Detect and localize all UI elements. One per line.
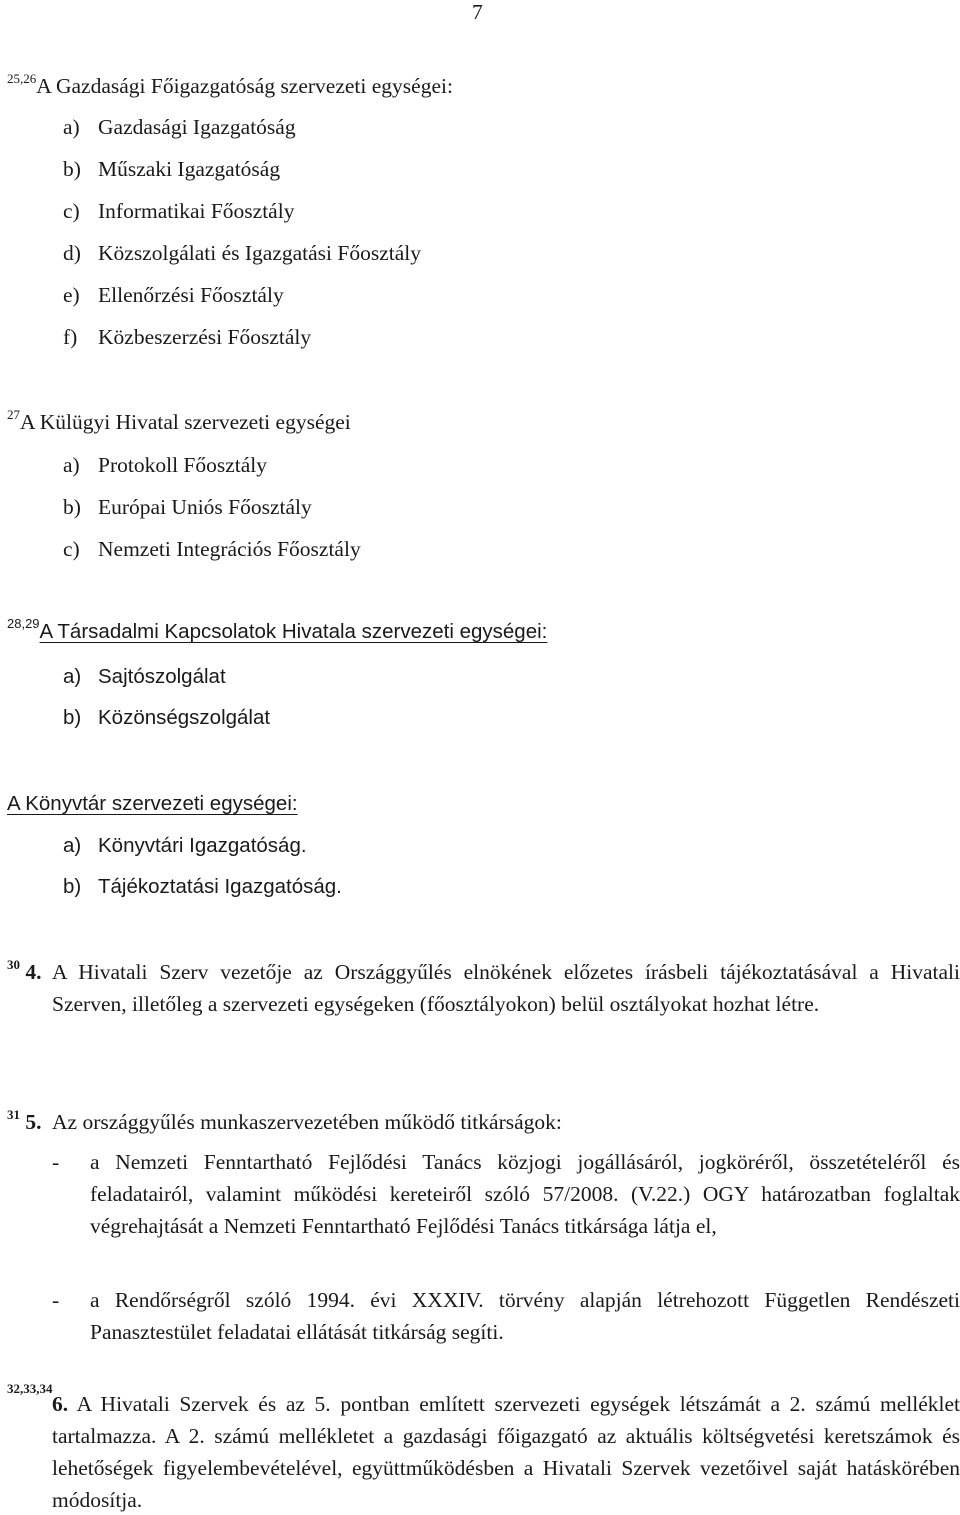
list-item: a) Sajtószolgálat bbox=[63, 665, 226, 688]
section-heading-tarsadalmi bbox=[7, 618, 547, 646]
section-heading-kulugyi bbox=[7, 408, 351, 436]
list-gazdasagi-units bbox=[63, 106, 421, 358]
section-title: A Könyvtár szervezeti egységei: bbox=[7, 792, 298, 815]
footnote-ref: 28,29 bbox=[7, 616, 40, 631]
section-title: A Társadalmi Kapcsolatok Hivatala szervezeti egységei: bbox=[39, 620, 548, 643]
footnote-ref: 30 bbox=[7, 957, 20, 972]
list-konyvtar-units bbox=[63, 825, 342, 907]
section-heading-konyvtar bbox=[7, 790, 298, 818]
footnote-ref: 27 bbox=[7, 407, 20, 422]
list-item: a) Protokoll Főosztály bbox=[63, 453, 268, 477]
paragraph-text: 6. A Hivatali Szervek és az 5. pontban említett szervezeti egységek létszámát a 2. számú melléklet tartalmazza. A 2. számú mellékletet a gazdasági főigazgató az aktuális költségvetési keretszámok és lehetőségek figyelembevételével, együttműködésben a Hivatali Szervek vezetőivel saját hatáskörében módosítja. bbox=[52, 1392, 960, 1512]
list-item: f) Közbeszerzési Főosztály bbox=[63, 325, 312, 349]
list-item: a) Gazdasági Igazgatóság bbox=[63, 115, 296, 139]
paragraph-lead: Az országgyűlés munkaszervezetében működő titkárságok: bbox=[52, 1110, 562, 1134]
footnote-ref: 32,33,34 bbox=[7, 1381, 53, 1396]
paragraph-text: A Hivatali Szerv vezetője az Országgyűlés elnökének előzetes írásbeli tájékoztatásával a Hivatali Szerven, illetőleg a szervezeti egységeken (főosztályokon) belül osztályokat hozhat létre. bbox=[52, 960, 960, 1016]
section-title: A Külügyi Hivatal szervezeti egységei bbox=[20, 410, 351, 434]
list-kulugyi-units bbox=[63, 444, 361, 570]
list-item: b) Tájékoztatási Igazgatóság. bbox=[63, 875, 342, 898]
document-page: 7 $^{25,26}$A Gazdasági Főigazgatóság szervezeti egységei: a) Gazdasági Igazgatóság b) Műszaki Igazgatóság c) Informatikai Főosztály d) Közszolgálati és Igazgatási Főosztály e) Ellenőrzési Főosztály f) Közbeszerzési Főosztály $^{27}$A Külügyi Hivatal szervezeti egységei a) Protokoll Főosztály b) Európai Uniós Főosztály c) Nemzeti Integrációs Főosztály $^{28,29}$A Társadalmi Kapcsolatok Hivatala szervezeti egységei: a) Sajtószolgálat b) Közönségszolgálat A Könyvtár szervezeti egységei: a) Könyvtári Igazgatóság. b) Tájékoztatási Igazgatóság. $^{30}$ 4. A Hivatali Szerv vezetője az Országgyűlés elnökének előzetes írásbeli tájékoztatásával a Hivatali Szerven, illetőleg a szervezeti egységeken (főosztályokon) belül osztályokat hozhat létre. $^{31}$ 5. Az országgyűlés munkaszervezetében működő titkárságok: - a Nemzeti Fenntartható Fejlődési Tanács közjogi jogállásáról, jogköréről, összetételéről és feladatairól, valamint működési kereteiről szóló 57/2008. (V.22.) OGY határozatban foglaltak végrehajtását a Nemzeti Fenntartható Fejlődési Tanács titkársága látja el, - a Rendőrségről szóló 1994. évi XXXIV. törvény alapján létrehozott Független Rendészeti Panasztestület feladatai ellátását titkárság segíti. $^{32,33,34}$ 6. A Hivatali Szervek és az 5. pontban említett szervezeti egységek létszámát a 2. számú melléklet tartalmazza. A 2. számú mellékletet a gazdasági főigazgató az aktuális költségvetési keretszámok és lehetőségek figyelembevételével, együttműködésben a Hivatali Szervek vezetőivel saját hatáskörében módosítja. bbox=[0, 0, 960, 1515]
paragraph-number: 6. bbox=[52, 1392, 69, 1416]
list-item: e) Ellenőrzési Főosztály bbox=[63, 283, 284, 307]
paragraph-number: 4. bbox=[25, 960, 42, 984]
list-item: b) Európai Uniós Főosztály bbox=[63, 495, 312, 519]
page-number: 7 bbox=[472, 0, 483, 24]
list-item: b) Műszaki Igazgatóság bbox=[63, 157, 281, 181]
list-item: c) Nemzeti Integrációs Főosztály bbox=[63, 537, 361, 561]
dash-item-text: a Rendőrségről szóló 1994. évi XXXIV. törvény alapján létrehozott Független Rendészeti Panasztestület feladatai ellátását titkárság segíti. bbox=[90, 1288, 960, 1344]
section-title: A Gazdasági Főigazgatóság szervezeti egységei: bbox=[36, 74, 453, 98]
section-heading-gazdasagi bbox=[7, 72, 453, 100]
list-tarsadalmi-units bbox=[63, 656, 270, 738]
list-item: a) Könyvtári Igazgatóság. bbox=[63, 834, 307, 857]
footnote-ref: 25,26 bbox=[7, 71, 37, 86]
list-item: d) Közszolgálati és Igazgatási Főosztály bbox=[63, 241, 421, 265]
dash-item-text: a Nemzeti Fenntartható Fejlődési Tanács közjogi jogállásáról, jogköréről, összetételéről és feladatairól, valamint működési kereteiről szóló 57/2008. (V.22.) OGY határozatban foglaltak végrehajtását a Nemzeti Fenntartható Fejlődési Tanács titkársága látja el, bbox=[90, 1150, 960, 1238]
paragraph-number: 5. bbox=[25, 1110, 42, 1134]
footnote-ref: 31 bbox=[7, 1107, 20, 1122]
list-item: c) Informatikai Főosztály bbox=[63, 199, 295, 223]
list-item: b) Közönségszolgálat bbox=[63, 706, 271, 729]
